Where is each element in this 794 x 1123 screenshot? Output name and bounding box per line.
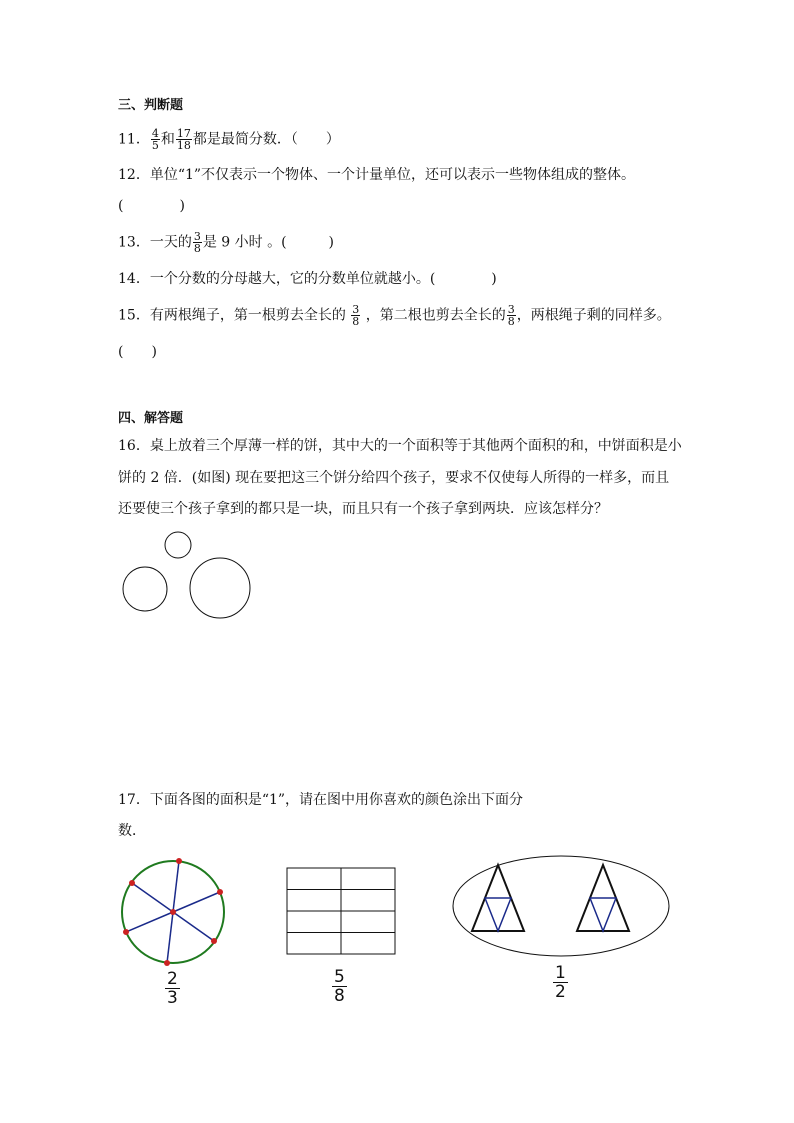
small-cake-circle	[165, 532, 191, 558]
question-11: 11． $\frac{4}{5}$ 和 $\frac{17}{18}$ 都是最简分数．（ ）	[118, 127, 340, 152]
question-15: 15．有两根绳子，第一根剪去全长的 $\frac{3}{8}$ ，第二根也剪去全长的 $\frac{3}{8}$ ，两根绳子剩的同样多。	[118, 303, 671, 328]
section-4-title: 四、解答题	[118, 411, 184, 426]
fraction-5-8: $\frac{5}{8}$	[334, 967, 345, 1006]
fraction-3-8-a: $\frac{3}{8}$	[352, 303, 360, 328]
circle-point	[123, 929, 129, 935]
circle-point	[129, 880, 135, 886]
fraction-1-2: $\frac{1}{2}$	[555, 963, 566, 1002]
question-17-line-2: 数．	[118, 823, 146, 839]
question-16-line-2: 饼的 2 倍．(如图) 现在要把这三个饼分给四个孩子，要求不仅使每人所得的一样多，而且	[118, 470, 670, 486]
question-17-line-1: 17．下面各图的面积是“1”，请在图中用你喜欢的颜色涂出下面分	[118, 792, 524, 808]
fraction-2-3: $\frac{2}{3}$	[167, 969, 178, 1008]
question-13: 13．一天的 $\frac{3}{8}$ 是 9 小时 。( )	[118, 230, 335, 255]
fraction-4-5: $\frac{4}{5}$	[151, 127, 159, 152]
circle-point	[211, 938, 217, 944]
circle-point	[164, 960, 170, 966]
question-16-line-1: 16．桌上放着三个厚薄一样的饼，其中大的一个面积等于其他两个面积的和，中饼面积是小	[118, 438, 682, 454]
circle-center-point	[170, 909, 176, 915]
fraction-17-18: $\frac{17}{18}$	[176, 127, 191, 152]
question-12: 12．单位“1”不仅表示一个物体、一个计量单位，还可以表示一些物体组成的整体。	[118, 167, 636, 183]
large-cake-circle	[190, 558, 250, 618]
circle-point	[176, 858, 182, 864]
medium-cake-circle	[123, 567, 167, 611]
fraction-3-8: $\frac{3}{8}$	[193, 230, 201, 255]
circle-point	[217, 889, 223, 895]
section-3-title: 三、判断题	[118, 98, 184, 113]
question-12-answer-blank: ( )	[118, 198, 185, 214]
question-15-answer-blank: ( )	[118, 344, 157, 360]
fraction-3-8-b: $\frac{3}{8}$	[507, 303, 515, 328]
question-14: 14．一个分数的分母越大，它的分数单位就越小。( )	[118, 271, 497, 287]
question-16-line-3: 还要使三个孩子拿到的都只是一块，而且只有一个孩子拿到两块．应该怎样分？	[118, 501, 608, 517]
